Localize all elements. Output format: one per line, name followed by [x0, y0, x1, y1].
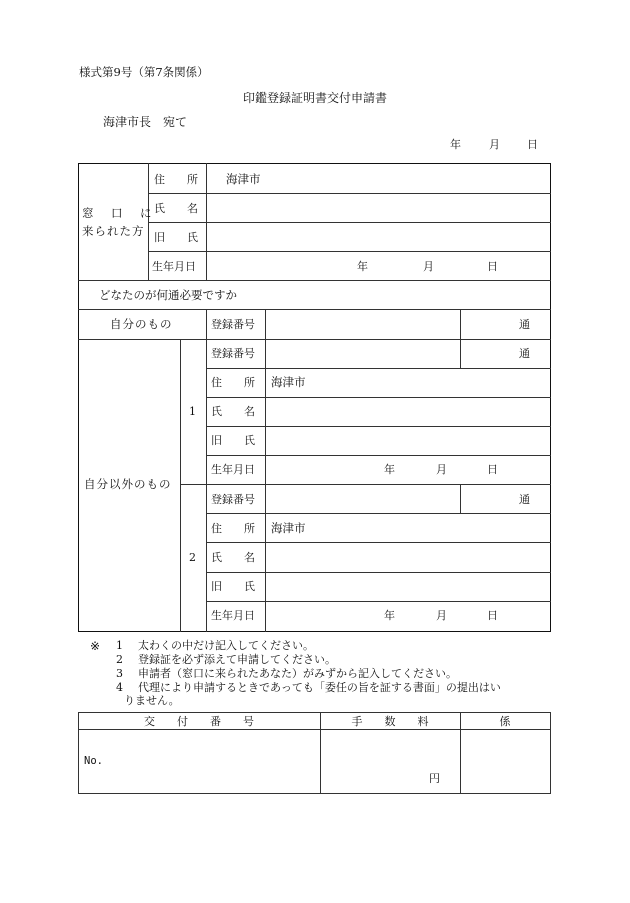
person1-former-name-field[interactable] [267, 428, 549, 454]
person1-index: 1 [189, 405, 196, 418]
person2-dob-year: 年 [384, 609, 395, 622]
self-label: 自分のもの [110, 317, 173, 331]
person1-dob-year: 年 [384, 463, 395, 476]
applicant-dob-year: 年 [357, 260, 368, 273]
applicant-dob-month: 月 [423, 260, 434, 273]
self-reg-label: 登録番号 [211, 318, 255, 331]
person2-dob-label: 生年月日 [211, 609, 255, 622]
form-title: 印鑑登録証明書交付申請書 [242, 91, 388, 105]
person2-address-label: 住 所 [211, 522, 255, 535]
clerk-field[interactable] [462, 732, 549, 792]
copies-question: どなたのが何通必要ですか [99, 288, 237, 302]
self-copies-unit: 通 [519, 318, 530, 331]
date-day-label: 日 [527, 138, 538, 151]
applicant-address-value[interactable]: 海津市 [226, 172, 261, 186]
person1-reg-field[interactable] [267, 341, 458, 367]
person1-dob-day: 日 [487, 463, 498, 476]
issue-number-prefix: No. [84, 755, 103, 767]
person2-reg-field[interactable] [267, 486, 458, 512]
person1-name-field[interactable] [267, 399, 549, 425]
person1-name-label: 氏 名 [211, 405, 255, 418]
person2-address-value[interactable]: 海津市 [271, 521, 306, 535]
person1-dob-month: 月 [436, 463, 447, 476]
person2-reg-label: 登録番号 [211, 493, 255, 506]
person1-address-value[interactable]: 海津市 [271, 375, 306, 389]
person1-former-name-label: 旧 氏 [211, 434, 255, 447]
note4-number: 4 [116, 681, 123, 694]
applicant-name-label: 氏 名 [154, 202, 198, 215]
applicant-label-line2: 来られた方 [82, 224, 145, 238]
self-reg-field[interactable] [267, 311, 458, 337]
clerk-header: 係 [499, 715, 511, 728]
note2-number: 2 [116, 653, 123, 666]
note3-text: 申請者（窓口に来られたあなた）がみずから記入してください。 [138, 667, 457, 680]
date-month-label: 月 [489, 138, 500, 151]
person2-name-label: 氏 名 [211, 551, 255, 564]
person1-reg-label: 登録番号 [211, 347, 255, 360]
issue-number-field[interactable] [110, 732, 318, 792]
note2-text: 登録証を必ず添えて申請してください。 [138, 653, 336, 666]
person2-dob-day: 日 [487, 609, 498, 622]
others-label: 自分以外のもの [84, 477, 172, 491]
applicant-label-line1: 窓 口 に [82, 206, 155, 220]
applicant-dob-label: 生年月日 [152, 260, 196, 273]
notes-mark: ※ [90, 639, 101, 653]
fee-unit: 円 [429, 772, 440, 785]
note1-text: 太わくの中だけ記入してください。 [138, 639, 314, 652]
person2-index: 2 [189, 551, 196, 564]
note1-number: 1 [116, 639, 123, 652]
person1-dob-label: 生年月日 [211, 463, 255, 476]
form-number: 様式第9号（第7条関係） [79, 65, 209, 79]
note3-number: 3 [116, 667, 123, 680]
fee-field[interactable] [322, 732, 458, 792]
note4-continuation: りません。 [124, 694, 180, 707]
applicant-address-label: 住 所 [154, 173, 198, 186]
person2-former-name-label: 旧 氏 [211, 580, 255, 593]
applicant-former-name-label: 旧 氏 [154, 231, 198, 244]
issue-number-header: 交 付 番 号 [144, 715, 254, 728]
person2-name-field[interactable] [267, 544, 549, 570]
person1-copies-unit: 通 [519, 347, 530, 360]
note4-text: 代理により申請するときであっても「委任の旨を証する書面」の提出はい [138, 681, 501, 694]
applicant-name-field[interactable] [208, 195, 549, 221]
person1-address-label: 住 所 [211, 376, 255, 389]
person2-former-name-field[interactable] [267, 574, 549, 600]
applicant-former-name-field[interactable] [208, 224, 549, 250]
addressee: 海津市長 宛て [103, 115, 188, 129]
applicant-dob-day: 日 [487, 260, 498, 273]
person2-dob-month: 月 [436, 609, 447, 622]
date-year-label: 年 [450, 138, 461, 151]
person2-copies-unit: 通 [519, 493, 530, 506]
fee-header: 手 数 料 [351, 715, 429, 728]
